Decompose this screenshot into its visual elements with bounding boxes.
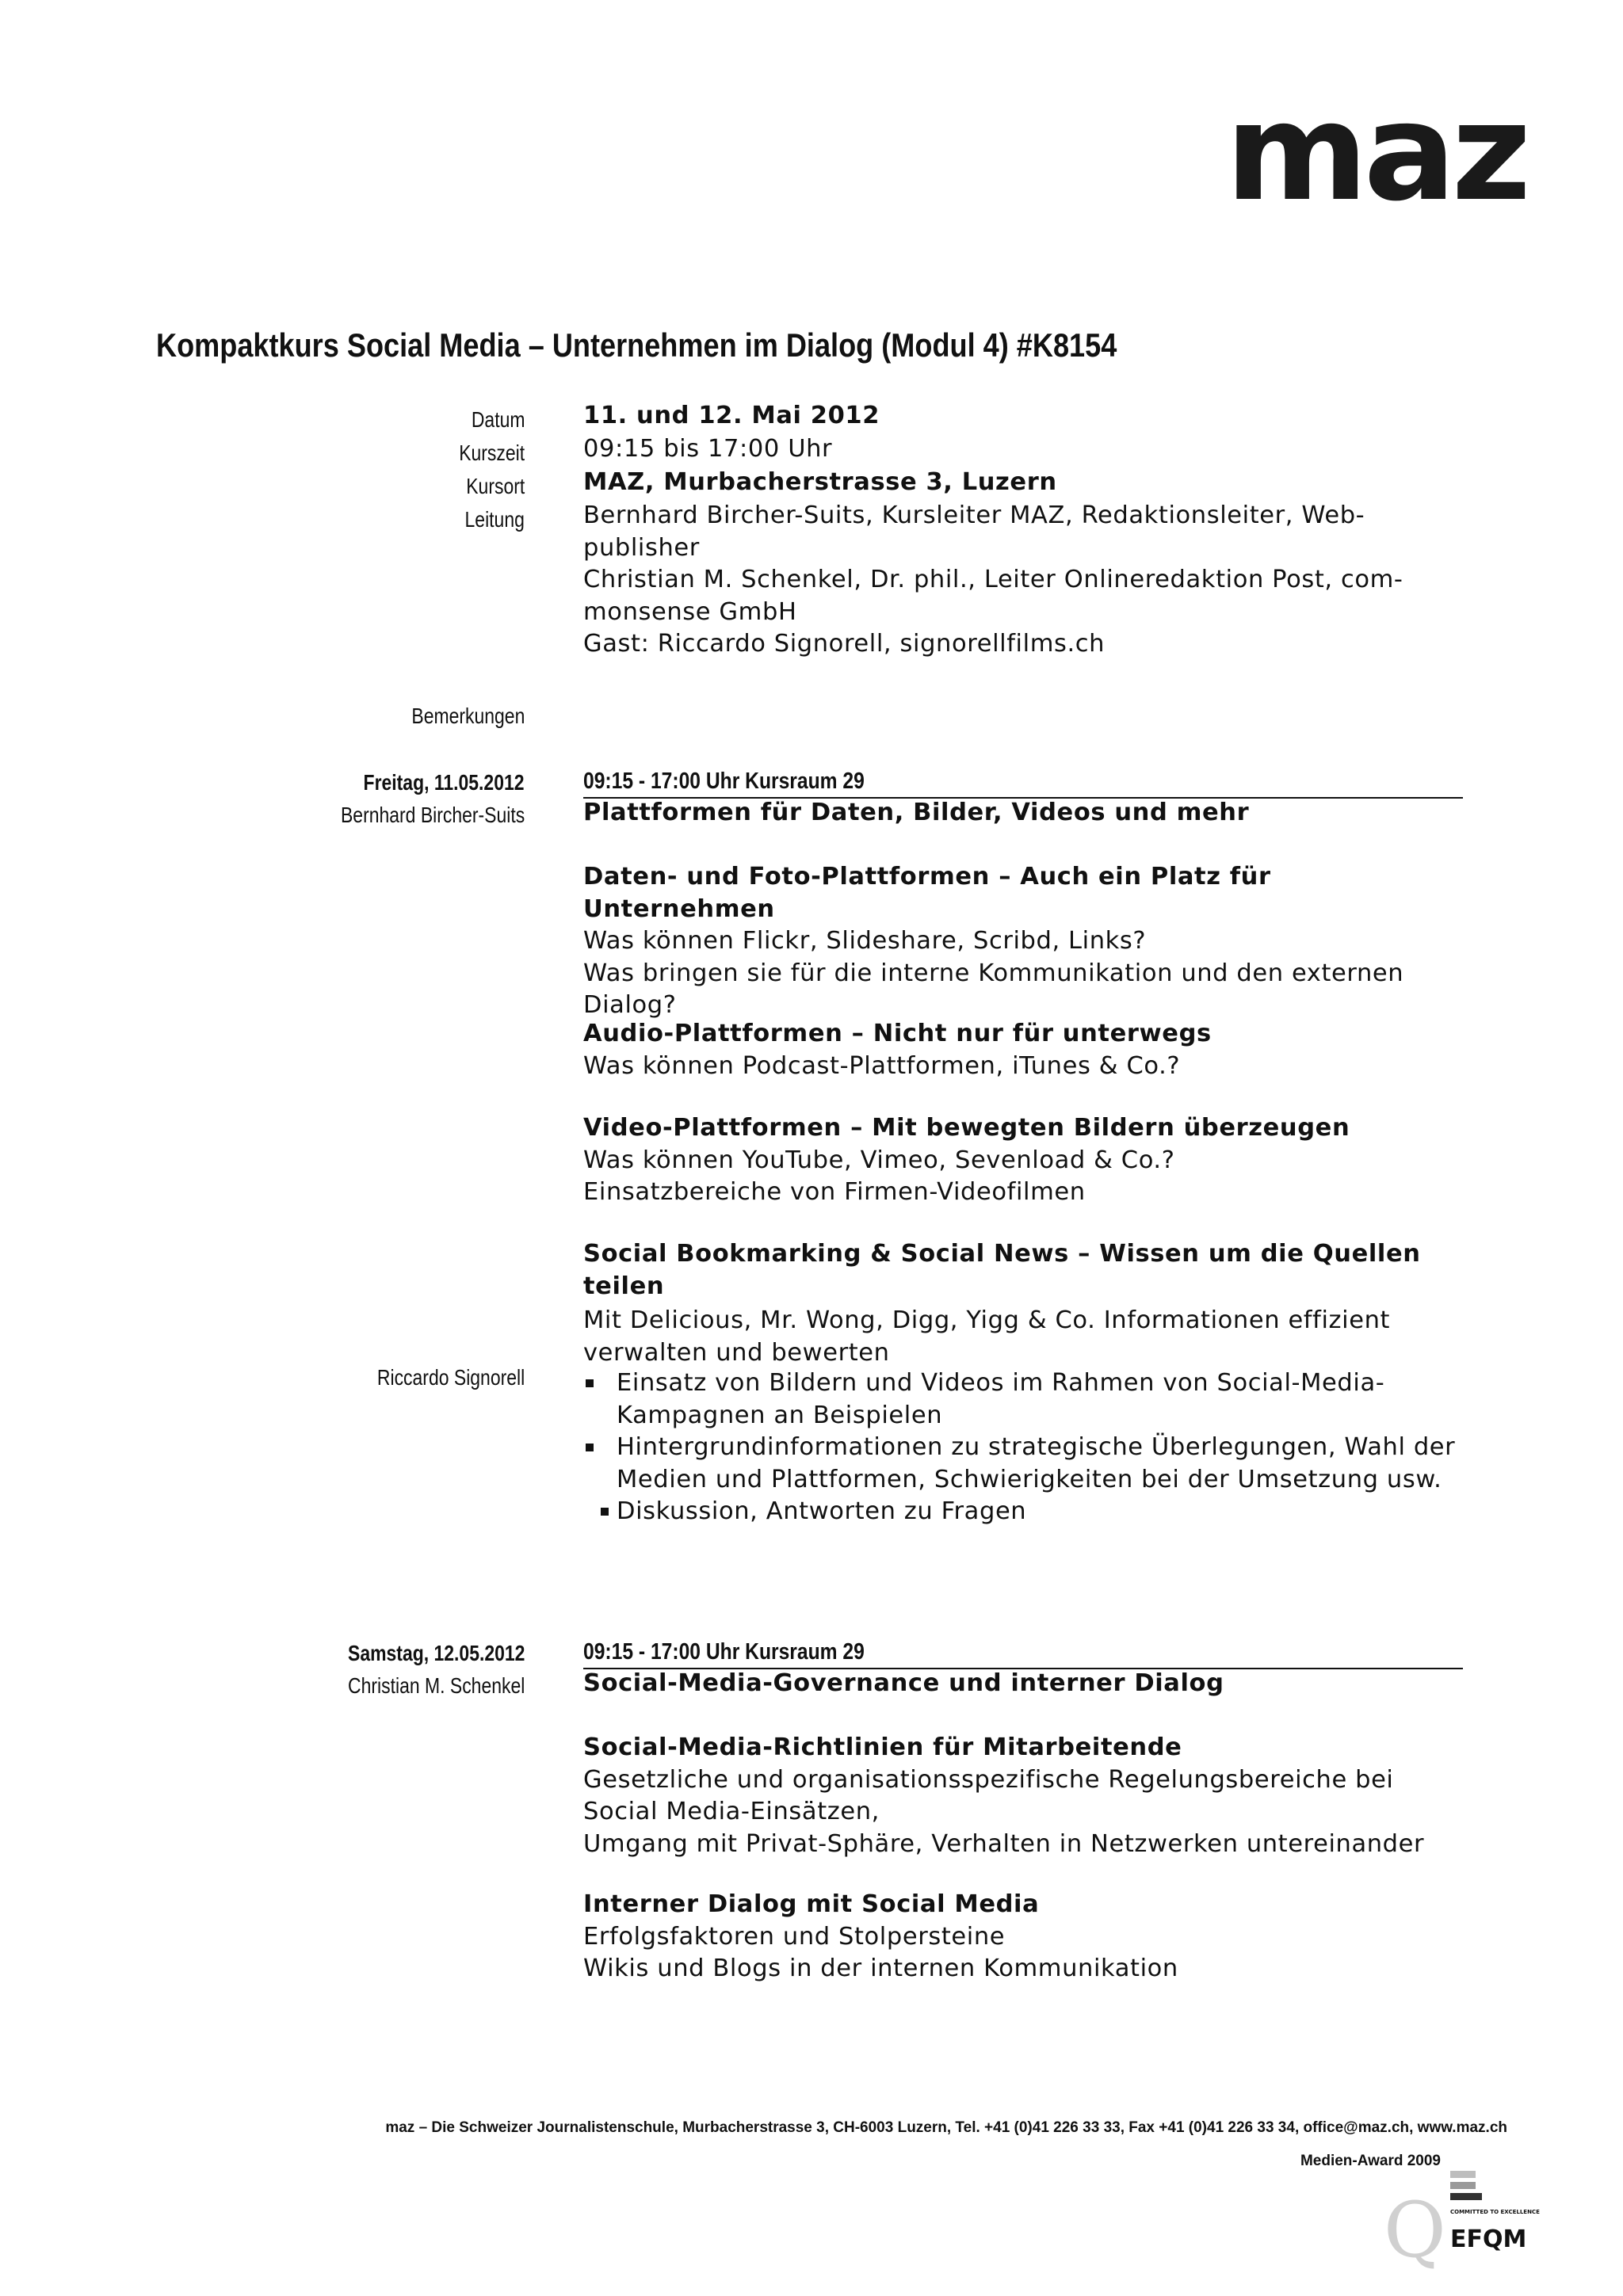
block-line: Erfolgsfaktoren und Stolpersteine <box>583 1922 1006 1951</box>
medien-award: Medien-Award 2009 <box>1300 2153 1441 2169</box>
block-line: verwalten und bewerten <box>583 1338 890 1367</box>
block-heading: Daten- und Foto-Plattformen – Auch ein Platz für Unternehmen <box>583 863 1271 923</box>
day1-block <box>583 1018 1471 1082</box>
leitung-line: publisher <box>583 533 700 562</box>
day2-session-header <box>583 1636 1463 1669</box>
kurszeit-label: Kurszeit <box>459 441 525 465</box>
kursort-value: MAZ, Murbacherstrasse 3, Luzern <box>583 468 1057 496</box>
block-line: Social Media-Einsätzen, <box>583 1798 880 1825</box>
bullet-square-icon <box>586 1379 594 1387</box>
block-heading: Interner Dialog mit Social Media <box>583 1890 1040 1918</box>
block-heading: Video-Plattformen – Mit bewegten Bildern überzeugen <box>583 1114 1350 1142</box>
block-line: Was können Podcast-Plattformen, iTunes & Co.? <box>583 1051 1181 1080</box>
day1-session-header <box>583 765 1463 799</box>
page-title: Kompaktkurs Social Media – Unternehmen im Dialog (Modul 4) #K8154 <box>156 326 1117 364</box>
list-item: Diskussion, Antworten zu Fragen <box>583 1496 1471 1528</box>
day1-bullet-list <box>583 1367 1471 1528</box>
leitung-value <box>583 500 1471 661</box>
day2-block <box>583 1889 1471 1985</box>
day1-block <box>583 1238 1471 1369</box>
datum-label: Datum <box>471 407 525 432</box>
leitung-line: Bernhard Bircher-Suits, Kursleiter MAZ, Redaktionsleiter, Web- <box>583 502 1365 529</box>
block-line: Was können Flickr, Slideshare, Scribd, Links? <box>583 927 1147 955</box>
maz-logo: maz <box>1225 74 1527 231</box>
block-line: Einsatzbereiche von Firmen-Videofilmen <box>583 1178 1086 1206</box>
q-mark-icon: Q <box>1384 2186 1446 2275</box>
day2-date: Samstag, 12.05.2012 <box>347 1641 525 1665</box>
block-line: Umgang mit Privat-Sphäre, Verhalten in Netzwerken untereinander <box>583 1829 1425 1858</box>
efqm-bar-icon <box>1450 2182 1476 2189</box>
list-item: Einsatz von Bildern und Videos im Rahmen von Social-Media-Kampagnen an Beispielen <box>583 1367 1471 1432</box>
leitung-line: Christian M. Schenkel, Dr. phil., Leiter Onlineredaktion Post, com- <box>583 566 1403 593</box>
block-line: Gesetzliche und organisationsspezifische Regelungsbereiche bei <box>583 1765 1394 1794</box>
block-line: Was können YouTube, Vimeo, Sevenload & Co.? <box>583 1146 1175 1174</box>
day1-block <box>583 1112 1471 1209</box>
leitung-label: Leitung <box>464 507 525 532</box>
list-item: Hintergrundinformationen zu strategische Überlegungen, Wahl der Medien und Plattformen, Schwierigkeiten bei der Umsetzung usw. <box>583 1432 1471 1496</box>
datum-value: 11. und 12. Mai 2012 <box>583 402 880 429</box>
day2-session-text: 09:15 - 17:00 Uhr Kursraum 29 <box>583 1639 865 1665</box>
day2-speaker: Christian M. Schenkel <box>347 1673 525 1698</box>
efqm-small-text: COMMITTED TO EXCELLENCE <box>1450 2209 1540 2215</box>
kurszeit-value: 09:15 bis 17:00 Uhr <box>583 435 833 463</box>
efqm-logo-icon <box>1381 2169 1540 2275</box>
day1-main-topic: Plattformen für Daten, Bilder, Videos und mehr <box>583 799 1250 826</box>
day2-main-topic: Social-Media-Governance und interner Dialog <box>583 1669 1224 1697</box>
block-heading: Social Bookmarking & Social News – Wissen um die Quellen teilen <box>583 1240 1421 1300</box>
block-heading: Social-Media-Richtlinien für Mitarbeitende <box>583 1733 1182 1761</box>
block-heading: Audio-Plattformen – Nicht nur für unterwegs <box>583 1020 1212 1047</box>
bullet-square-icon <box>586 1444 594 1451</box>
bemerkungen-label: Bemerkungen <box>411 704 525 728</box>
day2-block <box>583 1732 1471 1860</box>
leitung-line: Gast: Riccardo Signorell, signorellfilms.ch <box>583 630 1106 658</box>
day1-block <box>583 861 1471 1022</box>
block-line: Was bringen sie für die interne Kommunikation und den externen <box>583 959 1404 987</box>
footer-address: maz – Die Schweizer Journalistenschule, Murbacherstrasse 3, CH-6003 Luzern, Tel. +41 (0)41 226 33 33, Fax +41 (0)41 226 33 34, office@maz.ch, www.maz.ch <box>385 2119 1507 2136</box>
day1-session-text: 09:15 - 17:00 Uhr Kursraum 29 <box>583 769 865 794</box>
day1-date: Freitag, 11.05.2012 <box>364 770 525 795</box>
day1-guest-speaker: Riccardo Signorell <box>376 1365 525 1390</box>
block-line: Dialog? <box>583 991 677 1019</box>
block-line: Mit Delicious, Mr. Wong, Digg, Yigg & Co. Informationen effizient <box>583 1306 1391 1334</box>
efqm-bar-icon <box>1450 2171 1476 2178</box>
day1-speaker: Bernhard Bircher-Suits <box>340 803 525 827</box>
bullet-square-icon <box>601 1508 609 1516</box>
efqm-text: EFQM <box>1450 2225 1527 2253</box>
block-line: Wikis und Blogs in der internen Kommunikation <box>583 1955 1178 1982</box>
efqm-bar-icon <box>1450 2193 1482 2200</box>
kursort-label: Kursort <box>465 474 525 498</box>
leitung-line: monsense GmbH <box>583 597 797 626</box>
